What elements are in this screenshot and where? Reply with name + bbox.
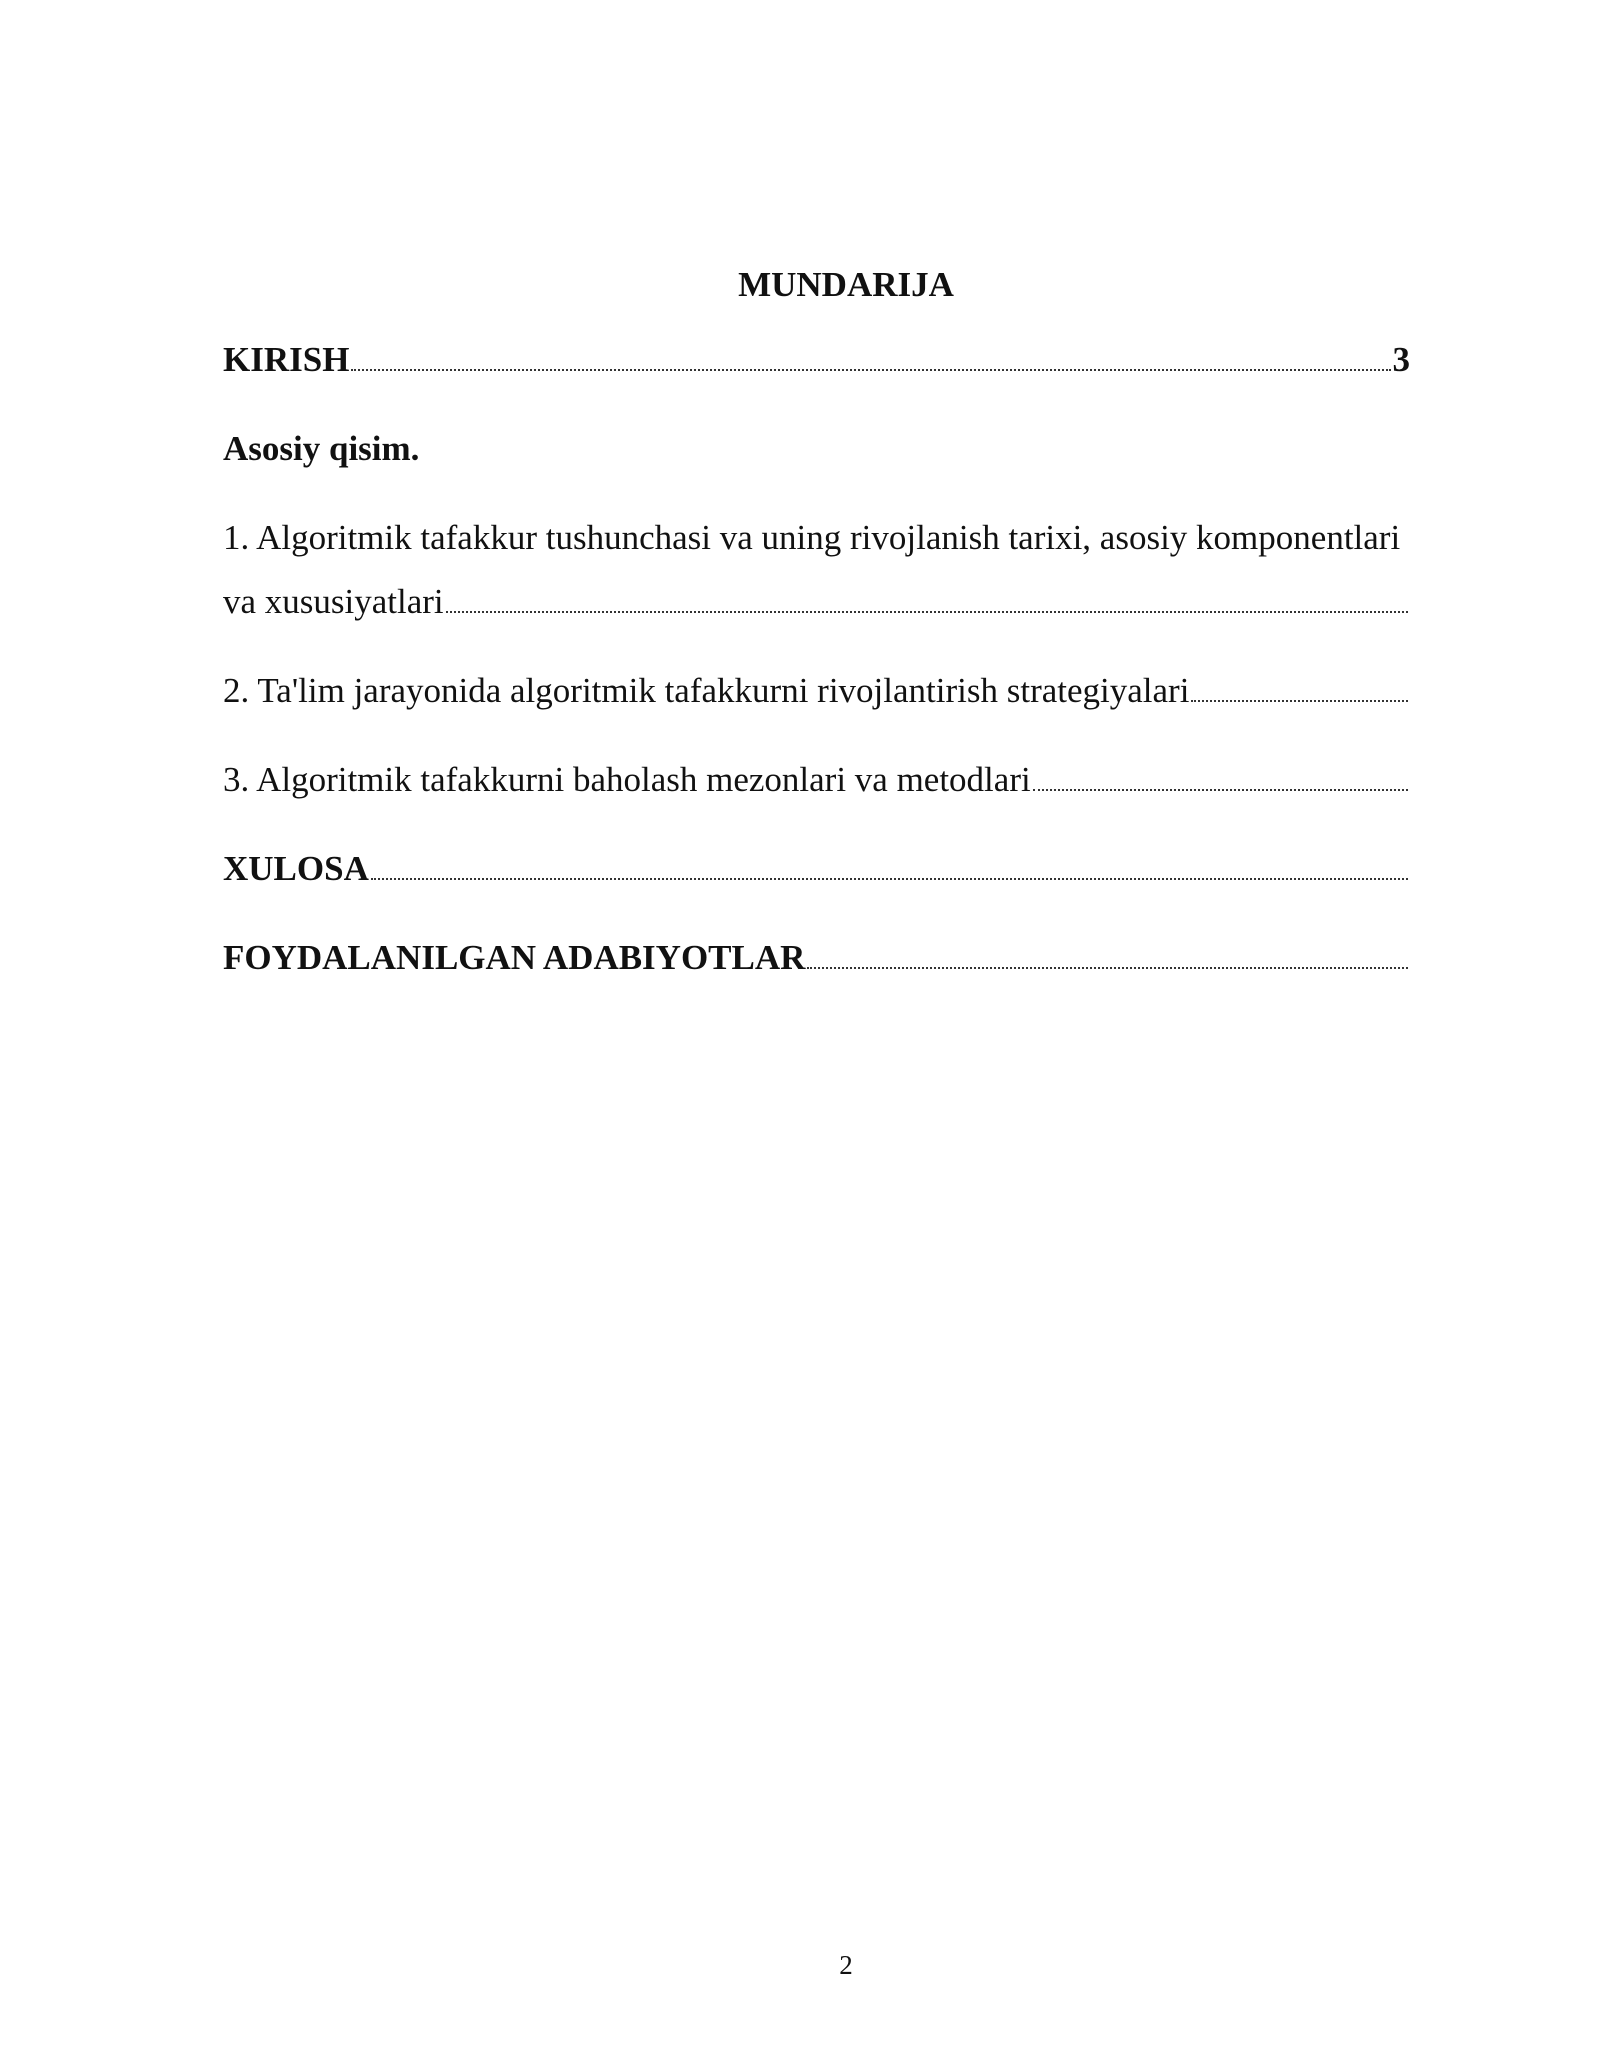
toc-entry-label: XULOSA — [223, 849, 369, 888]
dot-leader — [1033, 789, 1408, 791]
toc-entry-1-line2[interactable] — [223, 580, 1410, 624]
toc-entry-label: KIRISH — [223, 340, 350, 379]
dot-leader — [446, 611, 1408, 613]
toc-entry-1-line1[interactable]: 1. Algoritmik tafakkur tushunchasi va uning rivojlanish tarixi, asosiy komponentlari — [223, 518, 1401, 557]
dot-leader — [1191, 700, 1408, 702]
toc-section-heading: Asosiy qisim. — [223, 429, 420, 468]
toc-entry-references[interactable] — [223, 936, 1410, 980]
page-number: 2 — [839, 1950, 853, 1980]
toc-entry-label: FOYDALANILGAN ADABIYOTLAR — [223, 938, 806, 977]
dot-leader — [351, 369, 1390, 371]
dot-leader — [807, 967, 1408, 969]
toc-entry-3[interactable] — [223, 758, 1410, 802]
toc-entry-label: 2. Ta'lim jarayonida algoritmik tafakkurni rivojlantirish strategiyalari — [223, 671, 1190, 710]
toc-entry-label: va xususiyatlari — [223, 582, 444, 621]
toc-entry-2[interactable] — [223, 669, 1410, 713]
toc-page-number: 3 — [1392, 340, 1410, 379]
toc-title: MUNDARIJA — [738, 265, 954, 304]
toc-entry-kirish[interactable] — [223, 338, 1410, 382]
toc-entry-xulosa[interactable] — [223, 847, 1410, 891]
toc-entry-label: 3. Algoritmik tafakkurni baholash mezonlari va metodlari — [223, 760, 1031, 799]
dot-leader — [371, 878, 1408, 880]
